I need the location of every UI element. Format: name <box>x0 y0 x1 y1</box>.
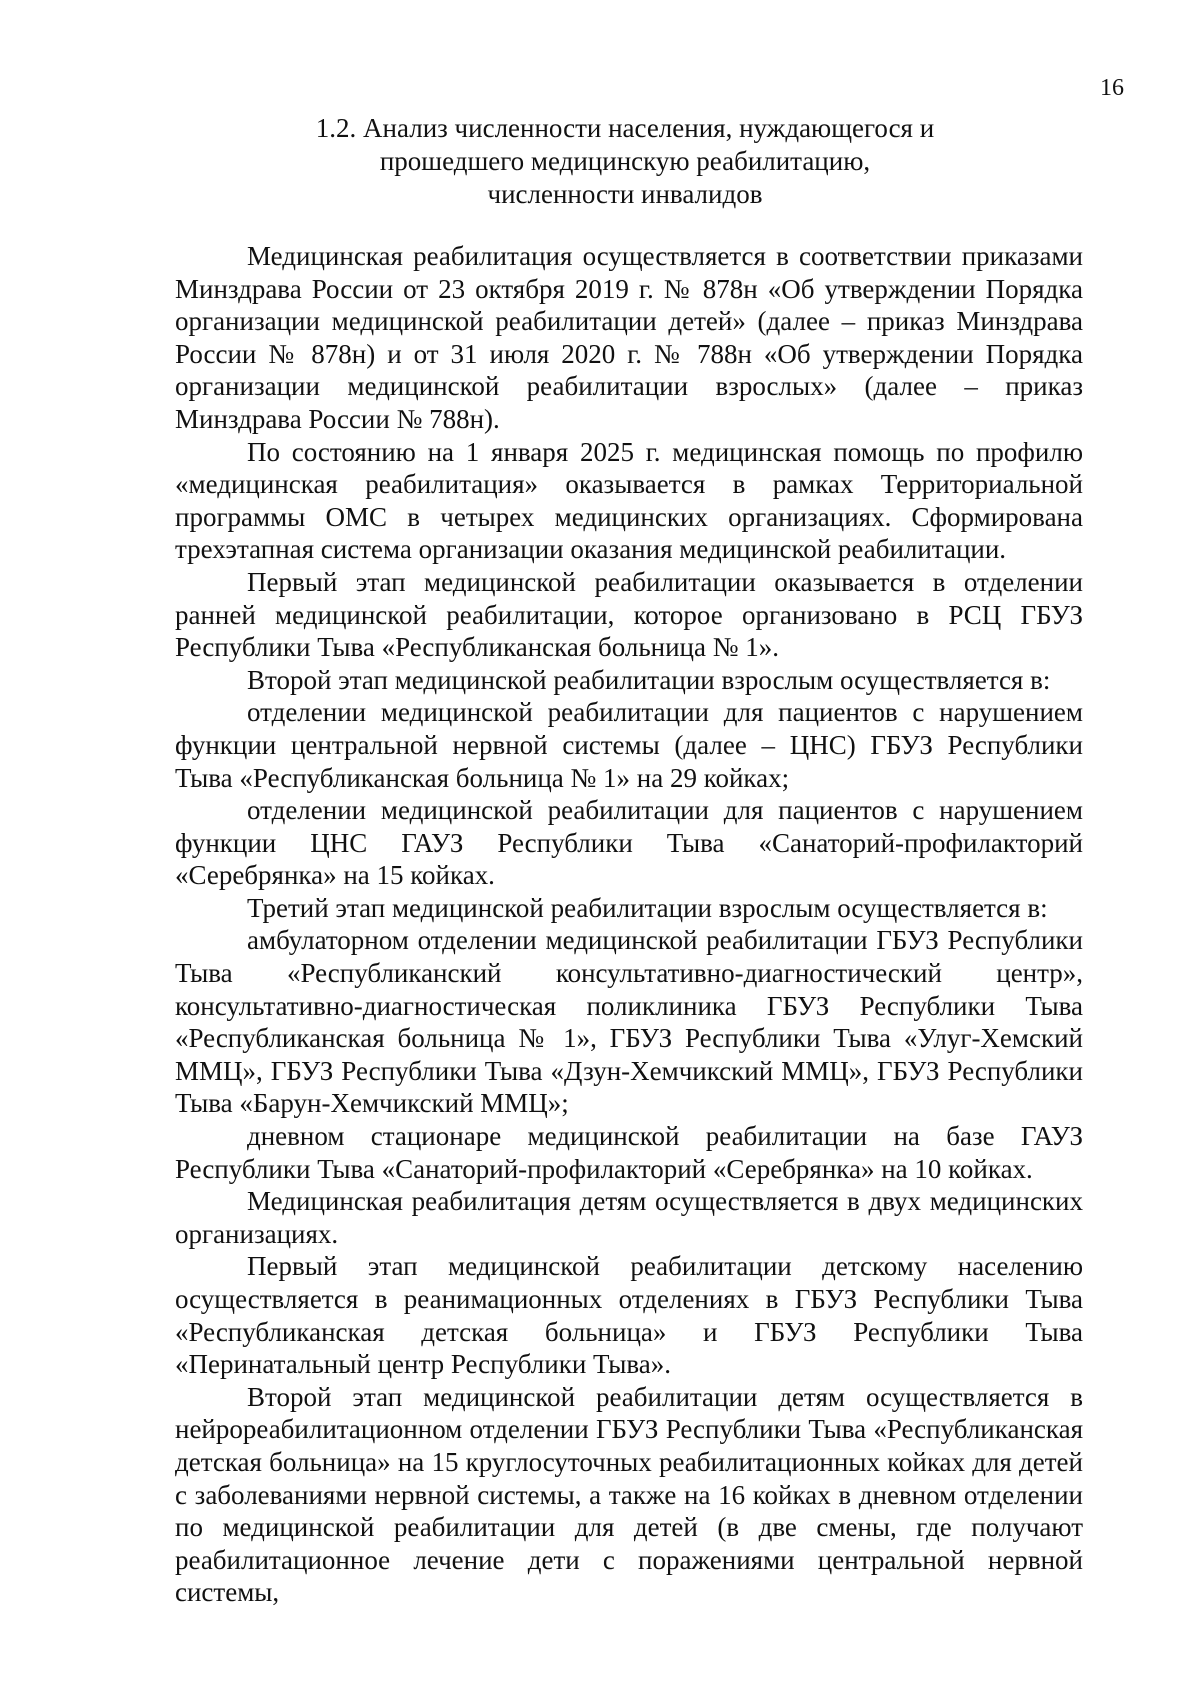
paragraph: По состоянию на 1 января 2025 г. медицинская помощь по профилю «медицинская реабилитация» оказывается в рамках Территориальной программы ОМС в четырех медицинских организациях. Сформирована трехэтапная система организации оказания медицинской реабилитации. <box>175 436 1083 565</box>
paragraph: Первый этап медицинской реабилитации оказывается в отделении ранней медицинской реабилитации, которое организовано в РСЦ ГБУЗ Республики Тыва «Республиканская больница № 1». <box>175 566 1083 663</box>
section-heading <box>180 112 1070 211</box>
paragraph: Второй этап медицинской реабилитации детям осуществляется в нейрореабилитационном отделении ГБУЗ Республики Тыва «Республиканская детская больница» на 15 круглосуточных реабилитационных койках для детей с заболеваниями нервной системы, а также на 16 койках в дневном отделении по медицинской реабилитации для детей (в две смены, где получают реабилитационное лечение дети с поражениями центральной нервной системы, <box>175 1381 1083 1608</box>
paragraph: Второй этап медицинской реабилитации взрослым осуществляется в: <box>247 664 1051 695</box>
paragraph: отделении медицинской реабилитации для пациентов с нарушением функции ЦНС ГАУЗ Республики Тыва «Санаторий-профилакторий «Серебрянка» на 15 койках. <box>175 795 1083 891</box>
paragraph: отделении медицинской реабилитации для пациентов с нарушением функции центральной нервной системы (далее – ЦНС) ГБУЗ Республики Тыва «Республиканская больница № 1» на 29 койках; <box>175 697 1083 793</box>
section-heading-line: численности инвалидов <box>487 179 763 209</box>
section-heading-line: 1.2. Анализ численности населения, нуждающегося и <box>315 113 935 143</box>
paragraph: амбулаторном отделении медицинской реабилитации ГБУЗ Республики Тыва «Республиканский консультативно-диагностический центр», консультативно-диагностическая поликлиника ГБУЗ Республики Тыва «Республиканская больница № 1», ГБУЗ Республики Тыва «Улуг-Хемский ММЦ», ГБУЗ Республики Тыва «Дзун-Хемчикский ММЦ», ГБУЗ Республики Тыва «Барун-Хемчикский ММЦ»; <box>175 925 1083 1119</box>
paragraph: Первый этап медицинской реабилитации детскому населению осуществляется в реанимационных отделениях в ГБУЗ Республики Тыва «Республиканская детская больница» и ГБУЗ Республики Тыва «Перинатальный центр Республики Тыва». <box>175 1251 1083 1380</box>
paragraph: дневном стационаре медицинской реабилитации на базе ГАУЗ Республики Тыва «Санаторий-профилакторий «Серебрянка» на 10 койках. <box>175 1121 1083 1184</box>
paragraph: Медицинская реабилитация детям осуществляется в двух медицинских организациях. <box>175 1186 1083 1249</box>
page-number: 16 <box>1100 75 1124 101</box>
document-body <box>175 240 1083 1609</box>
section-heading-line: прошедшего медицинскую реабилитацию, <box>379 146 871 176</box>
paragraph: Медицинская реабилитация осуществляется в соответствии приказами Минздрава России от 23 октября 2019 г. № 878н «Об утверждении Порядка организации медицинской реабилитации детей» (далее – приказ Минздрава России № 878н) и от 31 июля 2020 г. № 788н «Об утверждении Порядка организации медицинской реабилитации взрослых» (далее – приказ Минздрава России № 788н). <box>175 241 1083 434</box>
paragraph: Третий этап медицинской реабилитации взрослым осуществляется в: <box>247 892 1048 923</box>
